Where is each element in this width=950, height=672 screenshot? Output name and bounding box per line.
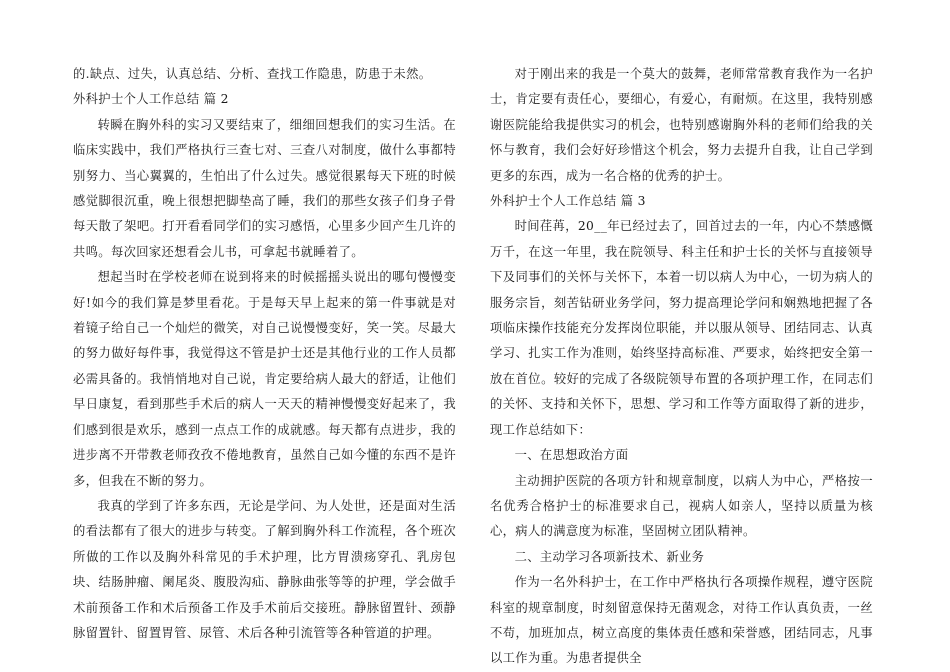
paragraph: 我真的学到了许多东西，无论是学问、为人处世，还是面对生活的看法都有了很大的进步与转变。了解到胸外科工作流程，各个班次所做的工作以及胸外科常见的手术护理，比方胃溃疡穿孔、乳房包块、结肠肿瘤、阑尾炎、腹股沟疝、静脉曲张等等的护理，学会做手术前预备工作和术后预备工作及手术前后交接班。静脉留置针、颈静脉留置针、留置胃管、尿管、术后各种引流管等各种管道的护理。 — [73, 498, 456, 640]
paragraph: 作为一名外科护士，在工作中严格执行各项操作规程，遵守医院科室的规章制度，时刻留意保持无菌观念，对待工作认真负责，一丝不苟，加班加点，树立高度的集体责任感和荣誉感，团结同志，凡事以工作为重。为患者提供全 — [490, 575, 873, 666]
paragraph: 想起当时在学校老师在说到将来的时候摇摇头说出的哪句慢慢变好!如今的我们算是梦里看花。于是每天早上起来的第一件事就是对着镜子给自己一个灿烂的微笑，对自己说慢慢变好，笑一笑。尽最大的努力做好每件事，我觉得这不管是护士还是其他行业的工作人员都必需具备的。我悄悄地对自己说，肯定要给病人最大的舒适，让他们早日康复，看到那些手术后的病人一天天的精神慢慢变好起来了，我们感到很是欢乐，感到一点点工作的成就感。每天都有点进步，我的进步离不开带教老师孜孜不倦地教育，虽然自己如今懂的东西不是许多，但我在不断的努力。 — [73, 270, 456, 488]
right-column — [490, 62, 873, 672]
section-heading: 外科护士个人工作总结 篇 3 — [490, 194, 646, 209]
subsection-heading: 二、主动学习各项新技术、新业务 — [514, 549, 705, 564]
paragraph: 转瞬在胸外科的实习又要结束了，细细回想我们的实习生活。在临床实践中，我们严格执行三查七对、三查八对制度，做什么事都特别努力、当心翼翼的，生怕出了什么过失。感觉很累每天下班的时候感觉脚很沉重，晚上很想把脚垫高了睡，我们的那些女孩子们身子骨每天散了架吧。打开看看同学们的实习感悟，心里多少回产生几许的共鸣。每次回家还想看会儿书，可拿起书就睡着了。 — [73, 117, 456, 259]
paragraph: 的.缺点、过失，认真总结、分析、查找工作隐患，防患于未然。 — [73, 67, 432, 81]
subsection-heading: 一、在思想政治方面 — [514, 448, 629, 463]
paragraph: 对于刚出来的我是一个莫大的鼓舞，老师常常教育我作为一名护士，肯定要有责任心，要细心，有爱心，有耐烦。在这里，我特别感谢医院能给我提供实习的机会，也特别感谢胸外科的老师们给我的关怀与教育，我们会好好珍惜这个机会，努力去提升自我，让自己学到更多的东西，成为一名合格的优秀的护士。 — [490, 67, 873, 183]
section-heading: 外科护士个人工作总结 篇 2 — [73, 92, 229, 107]
paragraph: 主动拥护医院的各项方针和规章制度，以病人为中心，严格按一名优秀合格护士的标准要求自己，视病人如亲人，坚持以质量为核心，病人的满意度为标准，坚固树立团队精神。 — [490, 473, 873, 539]
left-column — [73, 62, 456, 646]
paragraph: 时间荏苒，20__年已经过去了，回首过去的一年，内心不禁感慨万千，在这一年里，我在院领导、科主任和护士长的关怀与直接领导下及同事们的关怀与关怀下，本着一切以病人为中心，一切为病人的服务宗旨，刻苦钻研业务学问，努力提高理论学问和娴熟地把握了各项临床操作技能充分发挥岗位职能，并以服从领导、团结同志、认真学习、扎实工作为准则，始终坚持高标准、严要求，始终把安全第一放在首位。较好的完成了各级院领导布置的各项护理工作，在同志们的关怀、支持和关怀下，思想、学习和工作等方面取得了新的进步，现工作总结如下： — [490, 219, 873, 437]
